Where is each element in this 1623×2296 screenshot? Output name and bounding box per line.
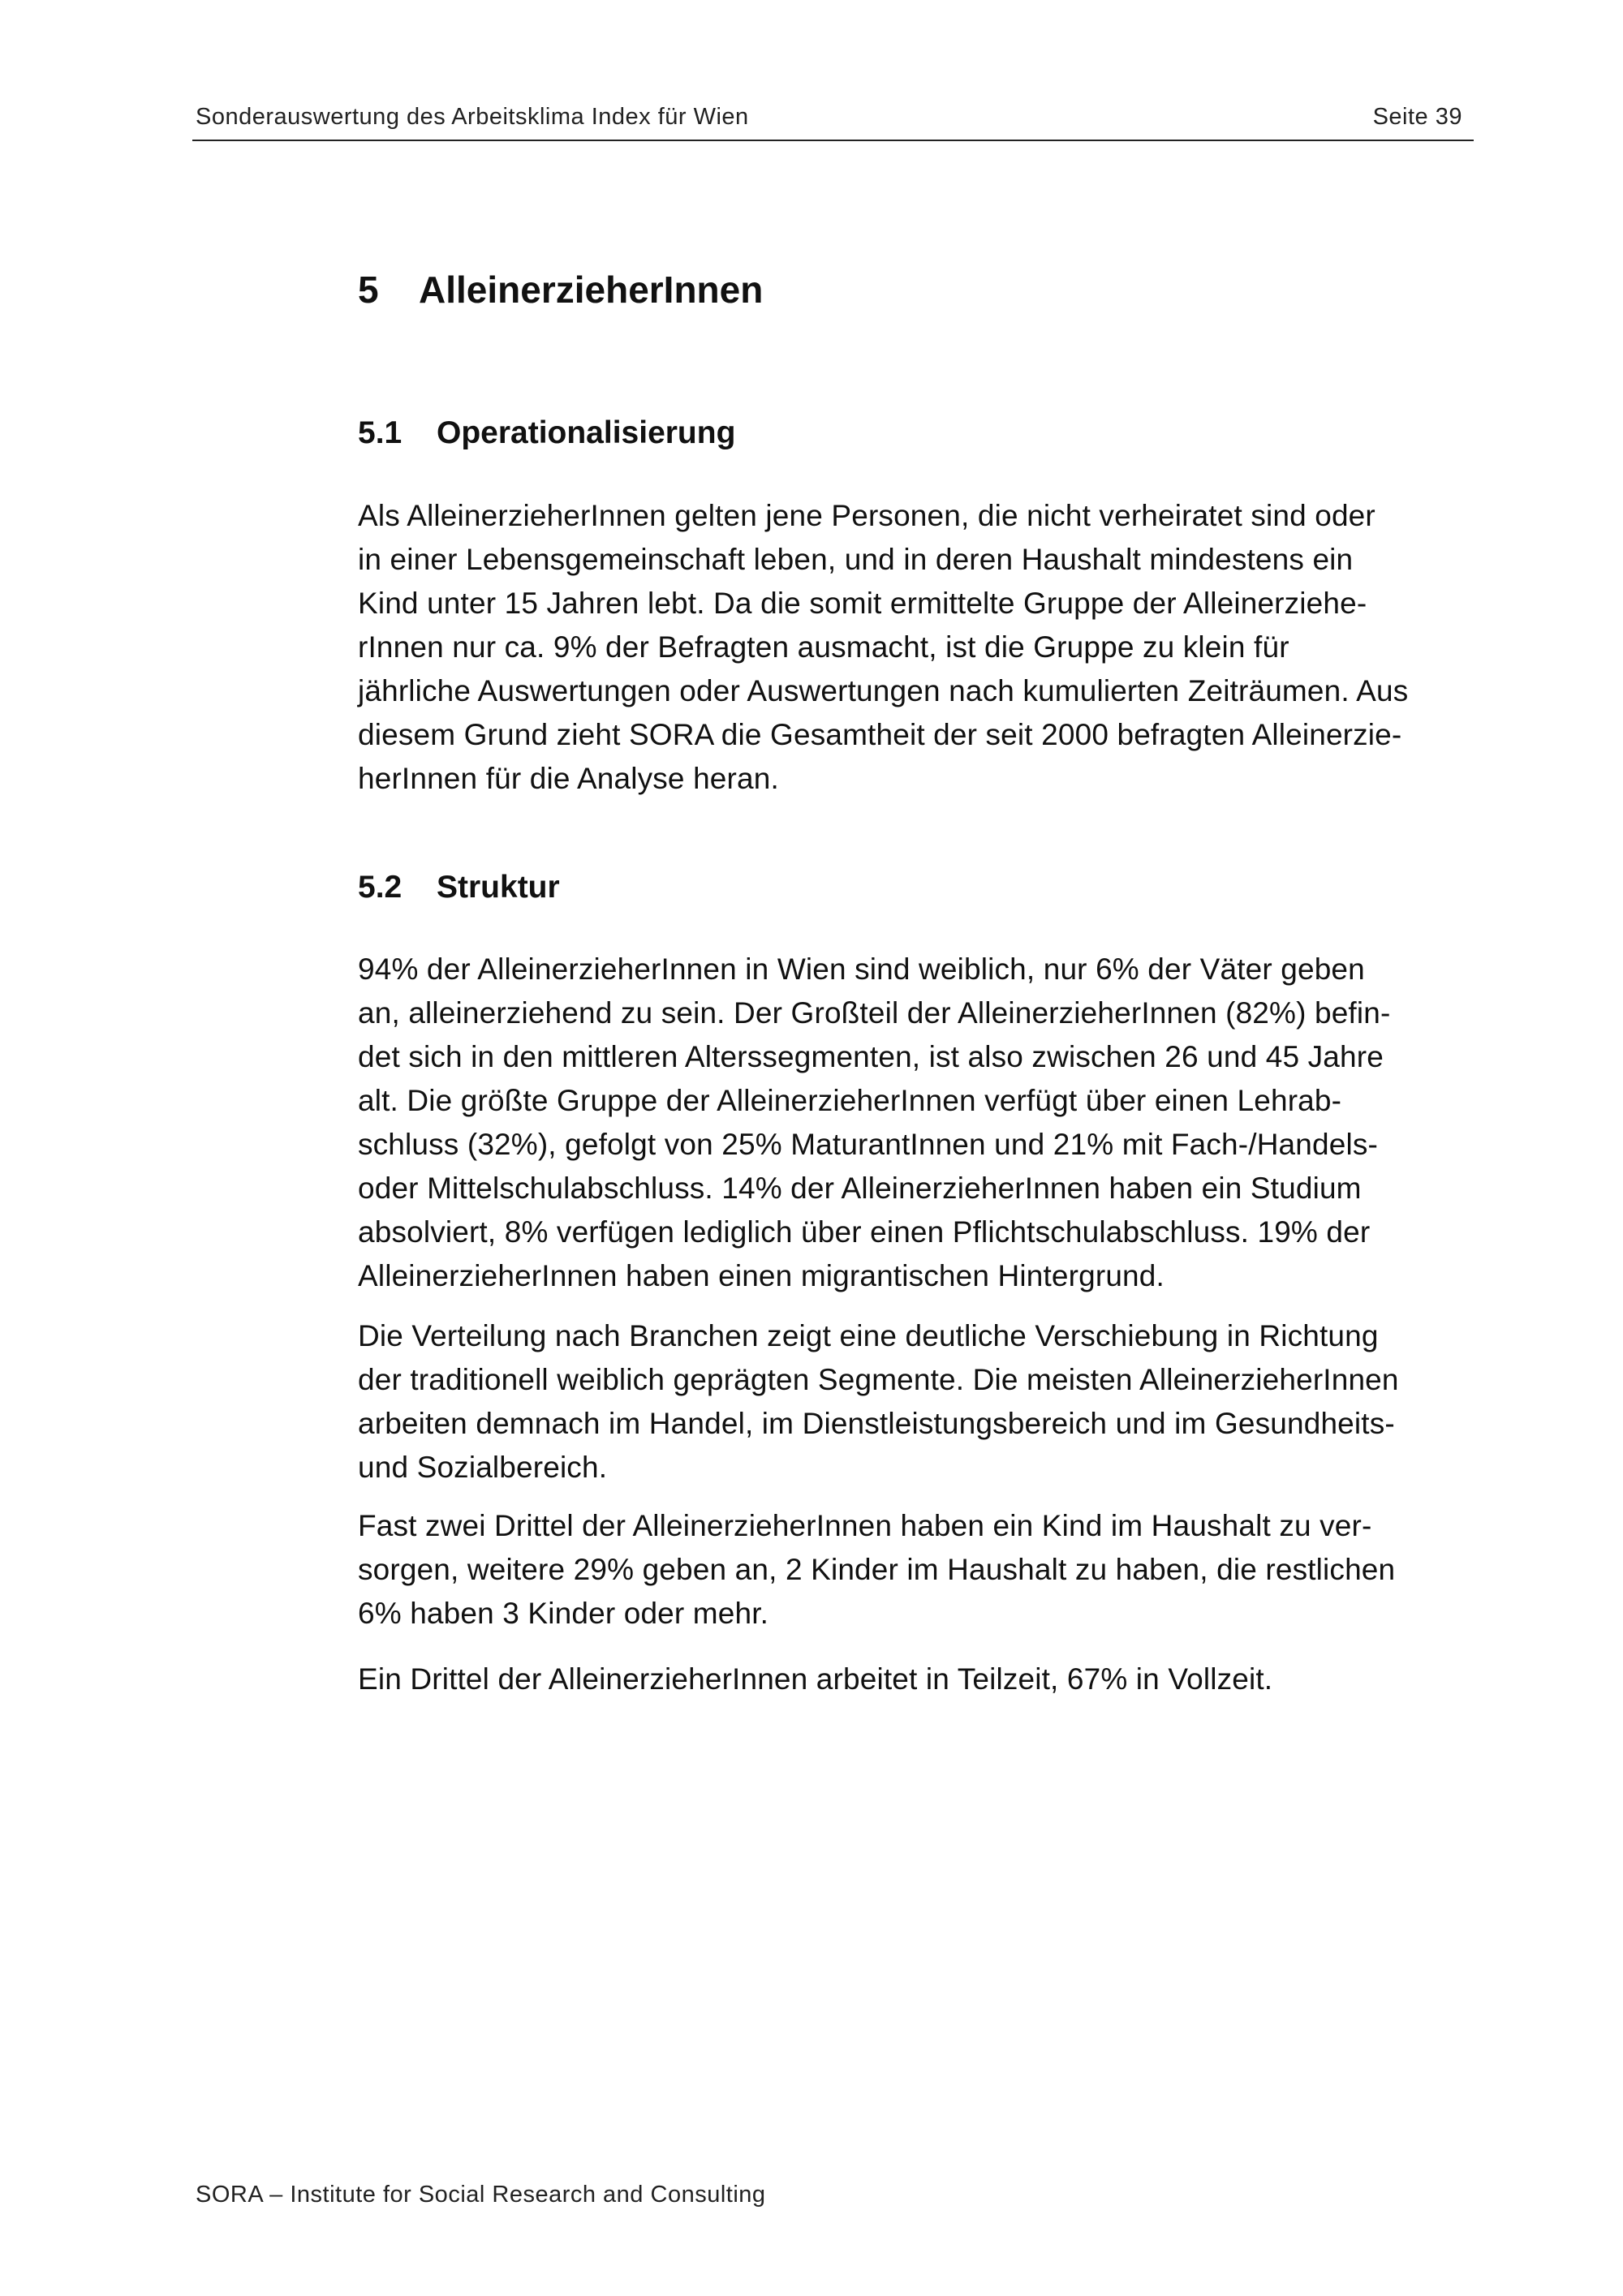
paragraph-struktur-demografie: [358, 948, 1478, 1298]
text-line: Als AlleinerzieherInnen gelten jene Personen, die nicht verheiratet sind oder: [358, 499, 1375, 532]
paragraph-operationalisierung: [358, 494, 1478, 801]
running-header-title: Sonderauswertung des Arbeitsklima Index für Wien: [196, 104, 749, 130]
text-line: jährliche Auswertungen oder Auswertungen nach kumulierten Zeiträumen. Aus: [358, 674, 1409, 707]
page-header: [192, 104, 1474, 141]
text-line: diesem Grund zieht SORA die Gesamtheit der seit 2000 befragten Alleinerzie-: [358, 718, 1402, 751]
text-line: Ein Drittel der AlleinerzieherInnen arbeitet in Teilzeit, 67% in Vollzeit.: [358, 1662, 1273, 1696]
section-title: Struktur: [437, 870, 560, 905]
paragraph-struktur-kinder: [358, 1504, 1478, 1636]
text-line: sorgen, weitere 29% geben an, 2 Kinder im Haushalt zu haben, die restlichen: [358, 1553, 1396, 1586]
chapter-heading: [358, 268, 763, 312]
section-heading-struktur: [358, 870, 560, 905]
text-line: der traditionell weiblich geprägten Segmente. Die meisten AlleinerzieherInnen: [358, 1363, 1399, 1396]
text-line: herInnen für die Analyse heran.: [358, 762, 779, 795]
text-line: rInnen nur ca. 9% der Befragten ausmacht, ist die Gruppe zu klein für: [358, 630, 1289, 664]
paragraph-struktur-branchen: [358, 1314, 1478, 1490]
text-line: an, alleinerziehend zu sein. Der Großteil der AlleinerzieherInnen (82%) befin-: [358, 996, 1391, 1030]
text-line: Die Verteilung nach Branchen zeigt eine deutliche Verschiebung in Richtung: [358, 1319, 1379, 1352]
text-line: schluss (32%), gefolgt von 25% MaturantInnen und 21% mit Fach-/Handels-: [358, 1128, 1378, 1161]
text-line: det sich in den mittleren Alterssegmenten, ist also zwischen 26 und 45 Jahre: [358, 1040, 1384, 1073]
paragraph-struktur-arbeitszeit: [358, 1658, 1478, 1701]
text-line: Kind unter 15 Jahren lebt. Da die somit ermittelte Gruppe der Alleinerziehe-: [358, 587, 1367, 620]
text-line: absolviert, 8% verfügen lediglich über einen Pflichtschulabschluss. 19% der: [358, 1215, 1371, 1249]
section-title: Operationalisierung: [437, 415, 736, 450]
text-line: AlleinerzieherInnen haben einen migrantischen Hintergrund.: [358, 1259, 1165, 1292]
page-footer: SORA – Institute for Social Research and Consulting: [196, 2182, 766, 2208]
text-line: Fast zwei Drittel der AlleinerzieherInnen haben ein Kind im Haushalt zu ver-: [358, 1509, 1372, 1542]
text-line: oder Mittelschulabschluss. 14% der AlleinerzieherInnen haben ein Studium: [358, 1172, 1362, 1205]
section-heading-operationalisierung: [358, 415, 735, 451]
section-number: 5.1: [358, 415, 403, 450]
text-line: arbeiten demnach im Handel, im Dienstleistungsbereich und im Gesundheits-: [358, 1407, 1395, 1440]
text-line: und Sozialbereich.: [358, 1451, 608, 1484]
page-number: Seite 39: [1372, 104, 1462, 130]
text-line: 94% der AlleinerzieherInnen in Wien sind weiblich, nur 6% der Väter geben: [358, 952, 1365, 986]
chapter-title: AlleinerzieherInnen: [419, 269, 764, 311]
section-number: 5.2: [358, 870, 403, 905]
text-line: in einer Lebensgemeinschaft leben, und in deren Haushalt mindestens ein: [358, 543, 1354, 576]
text-line: alt. Die größte Gruppe der AlleinerzieherInnen verfügt über einen Lehrab-: [358, 1084, 1342, 1117]
text-line: 6% haben 3 Kinder oder mehr.: [358, 1597, 769, 1630]
chapter-number: 5: [358, 269, 379, 311]
